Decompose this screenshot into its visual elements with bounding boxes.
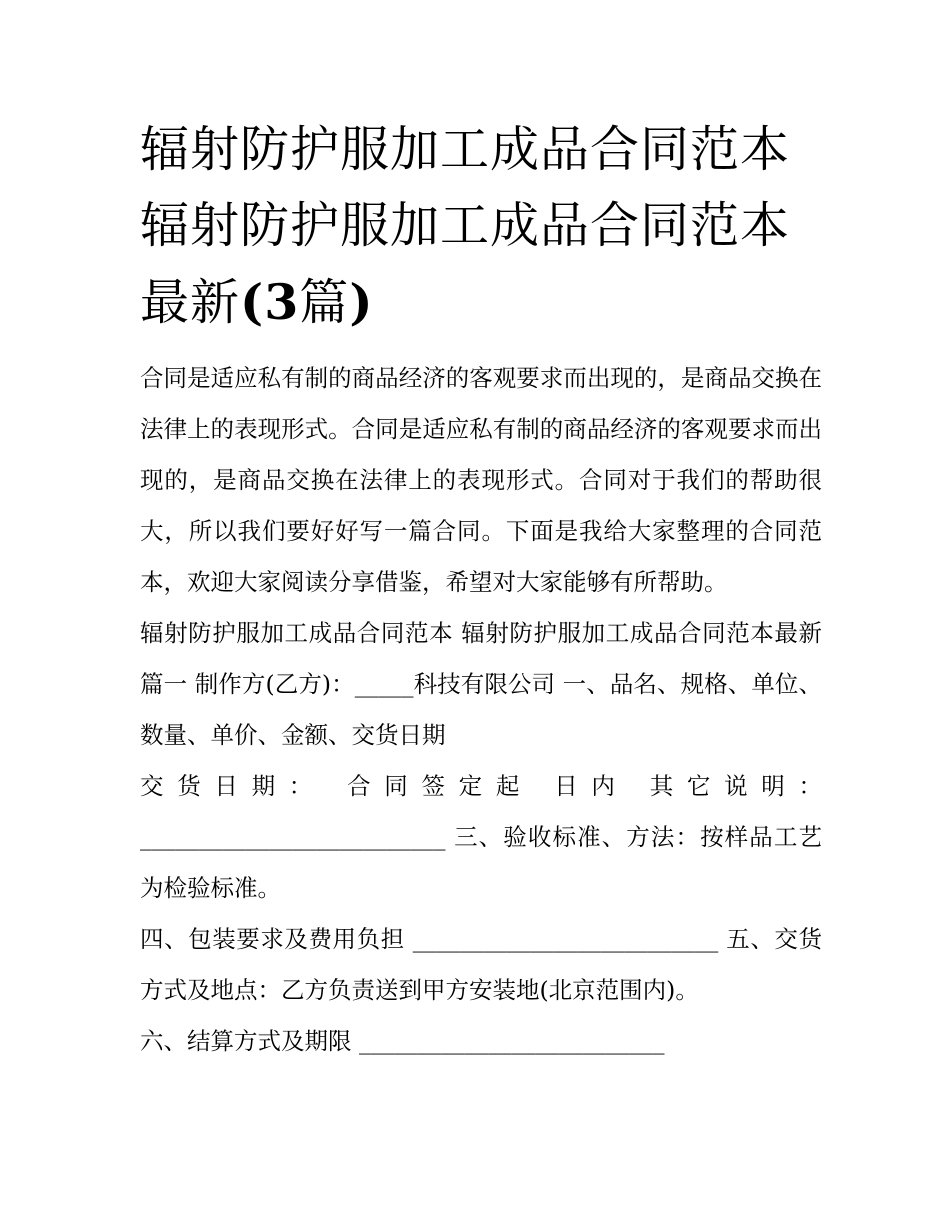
document-body [140, 353, 822, 1067]
paragraph-packaging: 四、包装要求及费用负担 __________________________ 五、交货方式及地点：乙方负责送到甲方安装地(北京范围内)。 [140, 925, 822, 1004]
title-line-3-word: 最新 [140, 274, 241, 331]
title-line-1: 辐射防护服加工成品合同范本 [140, 121, 791, 178]
title-line-2: 辐射防护服加工成品合同范本 [140, 197, 791, 254]
title-line-3-close: ) [349, 273, 374, 331]
title-line-3-pian: 篇 [299, 274, 350, 331]
document-title [140, 112, 830, 341]
paragraph-contract-header: 辐射防护服加工成品合同范本 辐射防护服加工成品合同范本最新篇一 制作方(乙方)：_____科技有限公司 一、品名、规格、单位、数量、单价、金额、交货日期 [140, 619, 822, 749]
paragraph-intro: 合同是适应私有制的商品经济的客观要求而出现的，是商品交换在法律上的表现形式。合同是适应私有制的商品经济的客观要求而出现的，是商品交换在法律上的表现形式。合同对于我们的帮助很大，所以我们要好好写一篇合同。下面是我给大家整理的合同范本，欢迎大家阅读分享借鉴，希望对大家能够有所帮助。 [140, 364, 822, 596]
title-line-3-open: (3 [240, 273, 300, 331]
paragraph-settlement: 六、结算方式及期限 __________________________ [140, 1027, 665, 1055]
paragraph-delivery-date: 交货日期： 合同签定起 日内 其它说明：__________________________ 三、验收标准、方法：按样品工艺为检验标准。 [140, 772, 822, 902]
